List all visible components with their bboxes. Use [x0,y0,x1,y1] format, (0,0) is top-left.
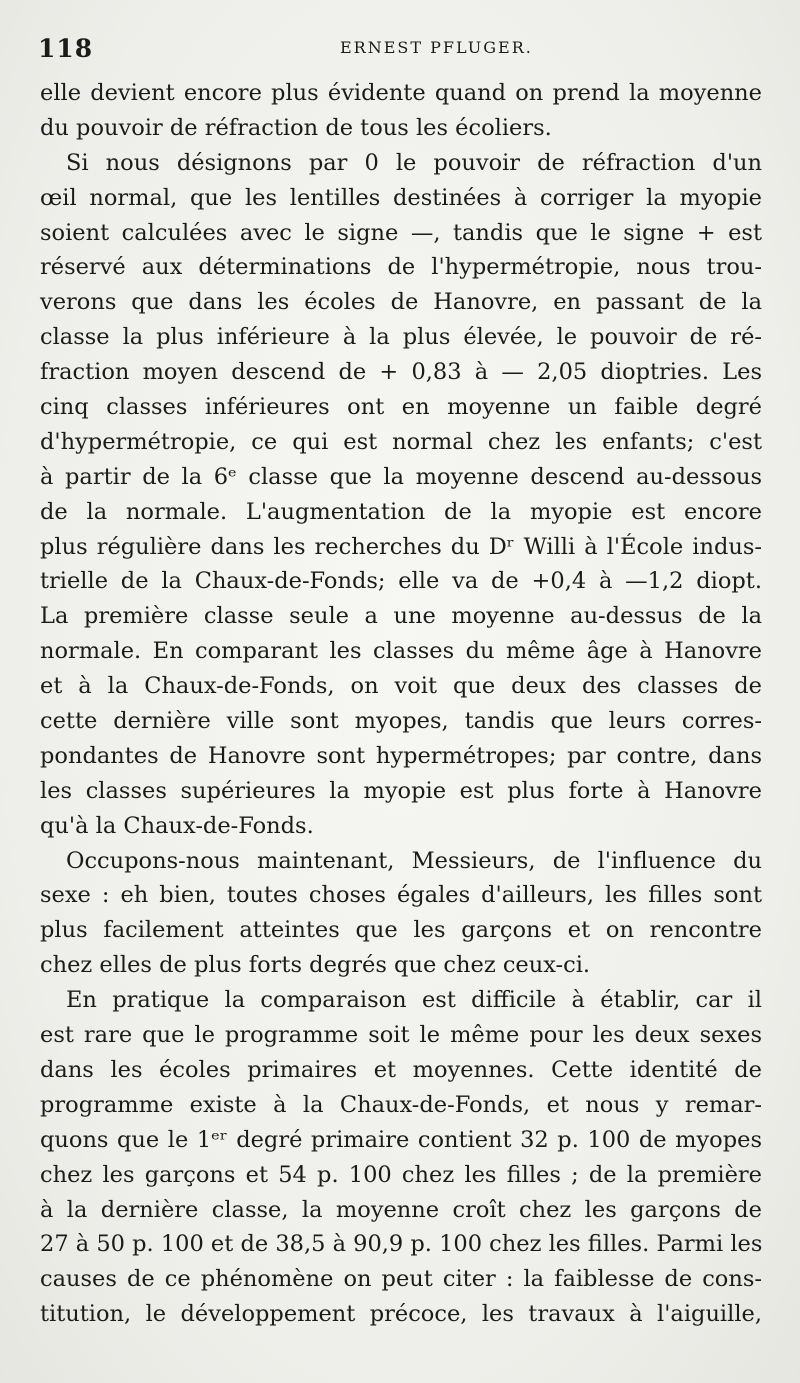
text-line: chez elles de plus forts degrés que chez ceux-ci. [40,952,591,979]
text-line: causes de ce phénomène on peut citer : la faiblesse de cons- [40,1266,762,1293]
text-line: à partir de la 6ᵉ classe que la moyenne descend au-dessous [40,463,762,490]
text-line: pondantes de Hanovre sont hypermétropes; par contre, dans [40,742,762,769]
text-line: La première classe seule a une moyenne au-dessus de la [40,603,762,630]
text-line: et à la Chaux-de-Fonds, on voit que deux des classes de [40,673,762,700]
text-line: classe la plus inférieure à la plus élevée, le pouvoir de ré- [40,324,762,351]
text-line: elle devient encore plus évidente quand on prend la moyenne [40,80,762,106]
running-head: ERNEST PFLUGER. [340,38,533,57]
text-line: plus régulière dans les recherches du Dʳ Willi à l'École indus- [40,533,762,560]
text-line: fraction moyen descend de + 0,83 à — 2,05 dioptries. Les [40,359,762,386]
text-line: œil normal, que les lentilles destinées à corriger la myopie [40,184,762,211]
text-line: verons que dans les écoles de Hanovre, en passant de la [40,289,762,316]
text-line: trielle de la Chaux-de-Fonds; elle va de +0,4 à —1,2 diopt. [40,568,762,595]
text-line: programme existe à la Chaux-de-Fonds, et nous y remar- [40,1091,762,1118]
text-line: titution, le développement précoce, les travaux à l'aiguille, [40,1301,762,1328]
text-line: chez les garçons et 54 p. 100 chez les filles ; de la première [40,1161,762,1188]
text-line: soient calculées avec le signe —, tandis que le signe + est [40,219,762,246]
text-line: quons que le 1ᵉʳ degré primaire contient 32 p. 100 de myopes [40,1126,762,1153]
text-line: plus facilement atteintes que les garçons et on rencontre [40,917,762,944]
text-line: qu'à la Chaux-de-Fonds. [40,812,314,839]
page-header [34,34,760,64]
text-line: d'hypermétropie, ce qui est normal chez les enfants; c'est [40,428,762,455]
text-line: les classes supérieures la myopie est plus forte à Hanovre [40,777,762,804]
text-line: 27 à 50 p. 100 et de 38,5 à 90,9 p. 100 chez les filles. Parmi les [40,1231,763,1258]
text-line: réservé aux déterminations de l'hypermétropie, nous trou- [40,254,762,281]
text-line: du pouvoir de réfraction de tous les écoliers. [40,114,552,141]
text-line: dans les écoles primaires et moyennes. Cette identité de [40,1056,762,1083]
text-line: normale. En comparant les classes du même âge à Hanovre [40,638,762,665]
text-line: Si nous désignons par 0 le pouvoir de réfraction d'un [66,149,762,176]
text-line: cette dernière ville sont myopes, tandis que leurs corres- [40,708,762,735]
text-line: Occupons-nous maintenant, Messieurs, de l'influence du [66,847,762,874]
body-text [40,76,762,1332]
text-line: est rare que le programme soit le même pour les deux sexes [40,1022,762,1049]
page-number: 118 [38,34,94,63]
text-line: En pratique la comparaison est difficile à établir, car il [66,987,762,1014]
text-line: de la normale. L'augmentation de la myopie est encore [40,498,762,525]
text-line: sexe : eh bien, toutes choses égales d'ailleurs, les filles sont [40,882,762,909]
text-line: à la dernière classe, la moyenne croît chez les garçons de [40,1196,762,1223]
text-line: cinq classes inférieures ont en moyenne un faible degré [40,394,762,421]
